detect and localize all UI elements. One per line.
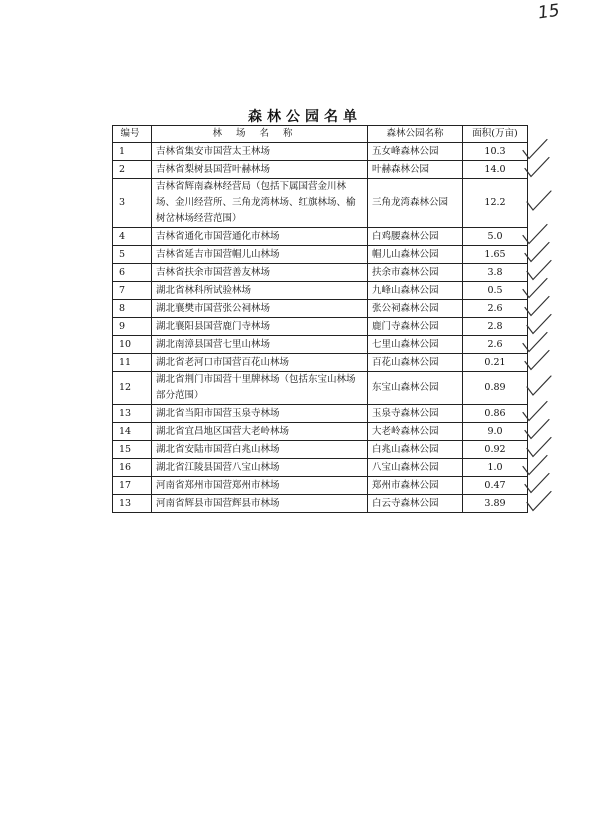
forest-farm-name: 吉林省延吉市国营帽儿山林场 xyxy=(152,246,368,264)
header-number: 编号 xyxy=(113,126,152,143)
forest-farm-name: 吉林省辉南森林经营局（包括下属国营金川林场、金川经营所、三角龙湾林场、红旗林场、榆树岔林场经营范围） xyxy=(152,179,368,228)
check-mark-icon xyxy=(525,158,549,177)
row-number: 1 xyxy=(113,143,152,161)
area-value: 10.3 xyxy=(463,143,528,161)
check-mark-icon xyxy=(527,315,551,334)
area-value: 5.0 xyxy=(463,228,528,246)
forest-park-name: 五女峰森林公园 xyxy=(368,143,463,161)
forest-park-name: 郑州市森林公园 xyxy=(368,477,463,495)
row-number: 16 xyxy=(113,459,152,477)
check-mark-icon xyxy=(523,140,547,159)
forest-farm-name: 湖北省老河口市国营百花山林场 xyxy=(152,354,368,372)
row-number: 14 xyxy=(113,423,152,441)
area-value: 0.21 xyxy=(463,354,528,372)
row-number: 4 xyxy=(113,228,152,246)
forest-farm-name: 湖北省林科所试验林场 xyxy=(152,282,368,300)
check-mark-icon xyxy=(525,474,549,493)
forest-farm-name: 湖北襄阳县国营鹿门寺林场 xyxy=(152,318,368,336)
check-mark-icon xyxy=(523,402,547,421)
forest-farm-name: 吉林省通化市国营通化市林场 xyxy=(152,228,368,246)
area-value: 1.65 xyxy=(463,246,528,264)
forest-farm-name: 吉林省集安市国营太王林场 xyxy=(152,143,368,161)
area-value: 12.2 xyxy=(463,179,528,228)
area-value: 2.6 xyxy=(463,300,528,318)
row-number: 9 xyxy=(113,318,152,336)
handwritten-page-number: 15 xyxy=(536,0,561,24)
forest-park-name: 张公祠森林公园 xyxy=(368,300,463,318)
forest-farm-name: 湖北南漳县国营七里山林场 xyxy=(152,336,368,354)
area-value: 9.0 xyxy=(463,423,528,441)
row-number: 12 xyxy=(113,372,152,405)
forest-park-name: 白云寺森林公园 xyxy=(368,495,463,513)
forest-park-name: 鹿门寺森林公园 xyxy=(368,318,463,336)
forest-farm-name: 湖北省宜昌地区国营大老岭林场 xyxy=(152,423,368,441)
check-mark-icon xyxy=(527,376,551,395)
row-number: 2 xyxy=(113,161,152,179)
forest-park-name: 扶余市森林公园 xyxy=(368,264,463,282)
forest-park-name: 白兆山森林公园 xyxy=(368,441,463,459)
document-title: 森林公园名单 xyxy=(248,109,362,125)
forest-park-name: 东宝山森林公园 xyxy=(368,372,463,405)
row-number: 13 xyxy=(113,405,152,423)
forest-farm-name: 湖北省江陵县国营八宝山林场 xyxy=(152,459,368,477)
area-value: 0.5 xyxy=(463,282,528,300)
check-mark-icon xyxy=(525,351,549,370)
area-value: 0.92 xyxy=(463,441,528,459)
header-area: 面积(万亩) xyxy=(463,126,528,143)
area-value: 1.0 xyxy=(463,459,528,477)
forest-farm-name: 湖北省当阳市国营玉泉寺林场 xyxy=(152,405,368,423)
row-number: 15 xyxy=(113,441,152,459)
row-number: 3 xyxy=(113,179,152,228)
row-number: 8 xyxy=(113,300,152,318)
forest-park-name: 七里山森林公园 xyxy=(368,336,463,354)
forest-park-name: 八宝山森林公园 xyxy=(368,459,463,477)
row-number: 13 xyxy=(113,495,152,513)
forest-park-name: 百花山森林公园 xyxy=(368,354,463,372)
check-mark-icon xyxy=(527,261,551,280)
area-value: 3.89 xyxy=(463,495,528,513)
forest-park-name: 九峰山森林公园 xyxy=(368,282,463,300)
area-value: 3.8 xyxy=(463,264,528,282)
area-value: 2.6 xyxy=(463,336,528,354)
forest-park-name: 白鸡腰森林公园 xyxy=(368,228,463,246)
area-value: 2.8 xyxy=(463,318,528,336)
row-number: 10 xyxy=(113,336,152,354)
row-number: 17 xyxy=(113,477,152,495)
area-value: 14.0 xyxy=(463,161,528,179)
forest-farm-name: 吉林省梨树县国营叶赫林场 xyxy=(152,161,368,179)
forest-farm-name: 河南省郑州市国营郑州市林场 xyxy=(152,477,368,495)
forest-park-name: 叶赫森林公园 xyxy=(368,161,463,179)
check-mark-icon xyxy=(523,333,547,352)
forest-farm-name: 吉林省扶余市国营善友林场 xyxy=(152,264,368,282)
check-mark-icon xyxy=(523,456,547,475)
area-value: 0.47 xyxy=(463,477,528,495)
row-number: 11 xyxy=(113,354,152,372)
check-mark-icon xyxy=(525,243,549,262)
check-mark-icon xyxy=(525,420,549,439)
forest-park-name: 大老岭森林公园 xyxy=(368,423,463,441)
check-mark-icon xyxy=(527,492,551,511)
check-mark-icon xyxy=(527,438,551,457)
header-forest-farm-name: 林场名称 xyxy=(152,126,368,143)
forest-park-name: 三角龙湾森林公园 xyxy=(368,179,463,228)
forest-park-name: 帽儿山森林公园 xyxy=(368,246,463,264)
forest-park-name: 玉泉寺森林公园 xyxy=(368,405,463,423)
row-number: 6 xyxy=(113,264,152,282)
check-mark-icon xyxy=(527,191,551,210)
area-value: 0.86 xyxy=(463,405,528,423)
row-number: 7 xyxy=(113,282,152,300)
row-number: 5 xyxy=(113,246,152,264)
header-forest-park-name: 森林公园名称 xyxy=(368,126,463,143)
check-mark-icon xyxy=(525,297,549,316)
forest-farm-name: 湖北省荆门市国营十里牌林场（包括东宝山林场部分范围） xyxy=(152,372,368,405)
forest-farm-name: 湖北襄樊市国营张公祠林场 xyxy=(152,300,368,318)
forest-farm-name: 湖北省安陆市国营白兆山林场 xyxy=(152,441,368,459)
area-value: 0.89 xyxy=(463,372,528,405)
check-mark-icon xyxy=(523,225,547,244)
forest-farm-name: 河南省辉县市国营辉县市林场 xyxy=(152,495,368,513)
check-mark-icon xyxy=(523,279,547,298)
